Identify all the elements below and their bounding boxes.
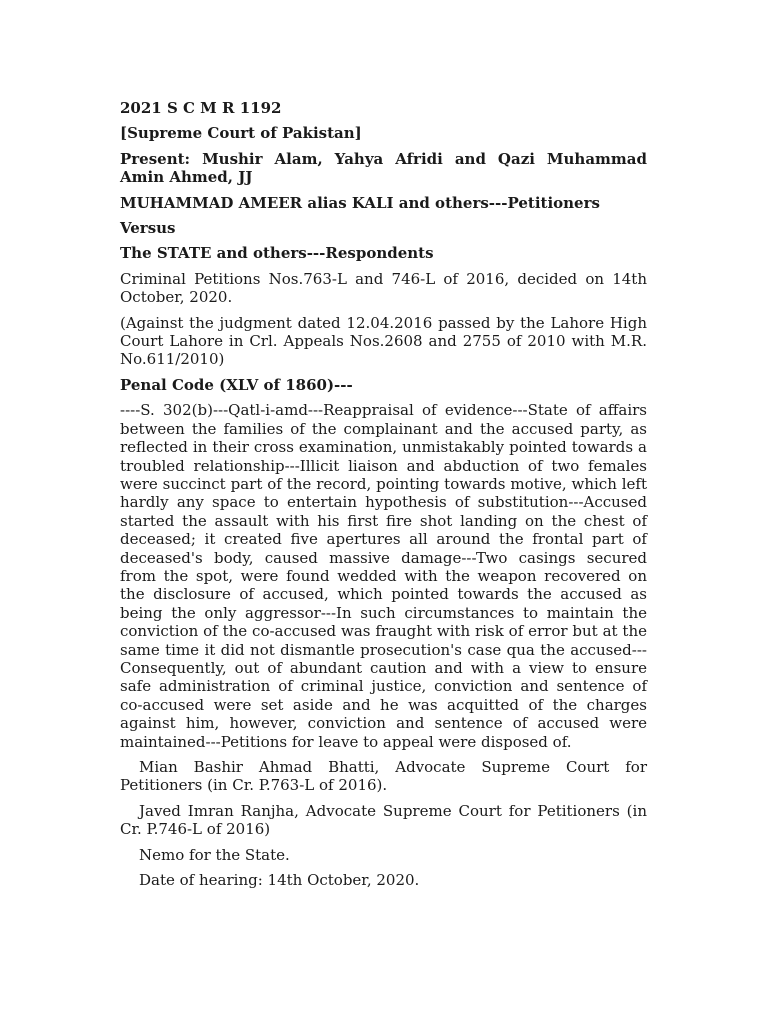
statute-heading: Penal Code (XLV of 1860)--- bbox=[120, 375, 353, 394]
headnote: ----S. 302(b)---Qatl-i-amd---Reappraisal of evidence---State of affairs between the families of the complainant and the accused party, as reflected in their cross examination, unmistakably pointed towards a troubled relationship---Illicit liaison and abduction of two females were succinct part of the record, pointing towards motive, which left hardly any space to entertain hypothesis of substitution---Accused started the assault with his first fire shot landing on the chest of deceased; it created five apertures all around the frontal part of deceased's body, caused massive damage---Two casings secured from the spot, were found wedded with the weapon recovered on the disclosure of accused, which pointed towards the accused as being the only aggressor---In such circumstances to maintain the conviction of the co-accused was fraught with risk of error but at the same time it did not dismantle prosecution's case qua the accused---Consequently, out of abundant caution and with a view to ensure safe administration of criminal justice, conviction and sentence of co-accused were set aside and he was acquitted of the charges against him, however, conviction and sentence of accused were maintained---Petitions for leave to appeal were disposed of. bbox=[120, 401, 647, 751]
counsel-petitioners-2: Javed Imran Ranjha, Advocate Supreme Court for Petitioners (in Cr. P.746-L of 2016) bbox=[120, 801, 647, 839]
respondents: The STATE and others---Respondents bbox=[120, 244, 434, 263]
versus: Versus bbox=[120, 219, 176, 238]
case-details: Criminal Petitions Nos.763-L and 746-L of 2016, decided on 14th October, 2020. bbox=[120, 269, 647, 307]
judgment-text bbox=[120, 99, 647, 896]
case-header bbox=[120, 99, 647, 263]
counsel-petitioners-1: Mian Bashir Ahmad Bhatti, Advocate Supreme Court for Petitioners (in Cr. P.763-L of 2016). bbox=[120, 758, 647, 795]
hearing-date: Date of hearing: 14th October, 2020. bbox=[139, 871, 420, 890]
petitioners: MUHAMMAD AMEER alias KALI and others---Petitioners bbox=[120, 193, 600, 212]
bench: Present: Mushir Alam, Yahya Afridi and Qazi Muhammad Amin Ahmed, JJ bbox=[120, 149, 647, 187]
counsel-state: Nemo for the State. bbox=[139, 845, 290, 864]
against-judgment: (Against the judgment dated 12.04.2016 passed by the Lahore High Court Lahore in Crl. Appeals Nos.2608 and 2755 of 2010 with M.R. No.611/2010) bbox=[120, 313, 647, 369]
court-name: [Supreme Court of Pakistan] bbox=[120, 124, 362, 143]
citation: 2021 S C M R 1192 bbox=[120, 99, 282, 117]
